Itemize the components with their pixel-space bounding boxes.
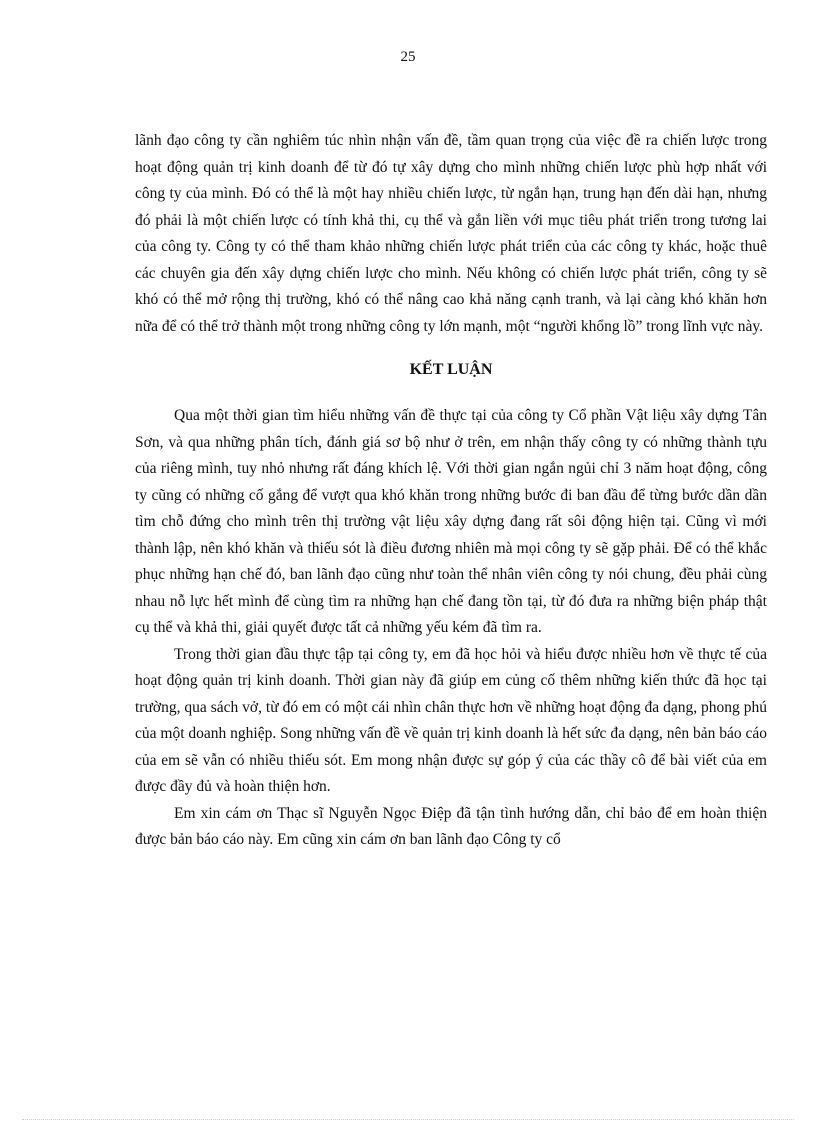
section-heading: KẾT LUẬN xyxy=(409,361,493,378)
intro-paragraph: lãnh đạo công ty cần nghiêm túc nhìn nhận vấn đề, tầm quan trọng của việc đề ra chiến lược trong hoạt động quản trị kinh doanh để từ đó tự xây dựng cho mình những chiến lược phù hợp nhất với công ty của mình. Đó có thể là một hay nhiều chiến lược, từ ngắn hạn, trung hạn đến dài hạn, nhưng đó phải là một chiến lược có tính khả thi, cụ thể và gắn liền với mục tiêu phát triển trong tương lai của công ty. Công ty có thể tham khảo những chiến lược phát triển của các công ty khác, hoặc thuê các chuyên gia đến xây dựng chiến lược cho mình. Nếu không có chiến lược phát triển, công ty sẽ khó có thể mở rộng thị trường, khó có thể nâng cao khả năng cạnh tranh, và lại càng khó khăn hơn nữa để có thể trở thành một trong những công ty lớn mạnh, một “người khổng lồ” trong lĩnh vực này. xyxy=(135,132,767,335)
page-bottom-divider xyxy=(22,1119,794,1120)
document-body xyxy=(135,128,767,854)
conclusion-paragraph-1: Qua một thời gian tìm hiểu những vấn đề thực tại của công ty Cổ phần Vật liệu xây dựng Tân Sơn, và qua những phân tích, đánh giá sơ bộ như ở trên, em nhận thấy công ty có những thành tựu của riêng mình, tuy nhỏ nhưng rất đáng khích lệ. Với thời gian ngắn ngủi chỉ 3 năm hoạt động, công ty cũng có những cố gắng để vượt qua khó khăn trong những bước đi ban đầu để từng bước dần dần tìm chỗ đứng cho mình trên thị trường vật liệu xây dựng đang rất sôi động hiện tại. Cũng vì mới thành lập, nên khó khăn và thiếu sót là điều đương nhiên mà mọi công ty sẽ gặp phải. Để có thể khắc phục những hạn chế đó, ban lãnh đạo cũng như toàn thể nhân viên công ty nói chung, đều phải cùng nhau nỗ lực hết mình để cùng tìm ra những hạn chế đang tồn tại, từ đó đưa ra những biện pháp thật cụ thể và khả thi, giải quyết được tất cả những yếu kém đã tìm ra. xyxy=(135,407,767,636)
page-number: 25 xyxy=(400,49,416,65)
conclusion-paragraph-2: Trong thời gian đầu thực tập tại công ty, em đã học hỏi và hiểu được nhiều hơn về thực tế của hoạt động quản trị kinh doanh. Thời gian này đã giúp em củng cố thêm những kiến thức đã học tại trường, qua sách vở, từ đó em có một cái nhìn chân thực hơn về những hoạt động đa dạng, phong phú của một doanh nghiệp. Song những vấn đề về quản trị kinh doanh là hết sức đa dạng, nên bản báo cáo của em sẽ vẫn có nhiều thiếu sót. Em mong nhận được sự góp ý của các thầy cô để bài viết của em được đầy đủ và hoàn thiện hơn. xyxy=(135,645,767,795)
conclusion-paragraph-3: Em xin cám ơn Thạc sĩ Nguyễn Ngọc Điệp đã tận tình hướng dẫn, chỉ bảo để em hoàn thiện được bản báo cáo này. Em cũng xin cám ơn ban lãnh đạo Công ty cổ xyxy=(135,804,767,848)
